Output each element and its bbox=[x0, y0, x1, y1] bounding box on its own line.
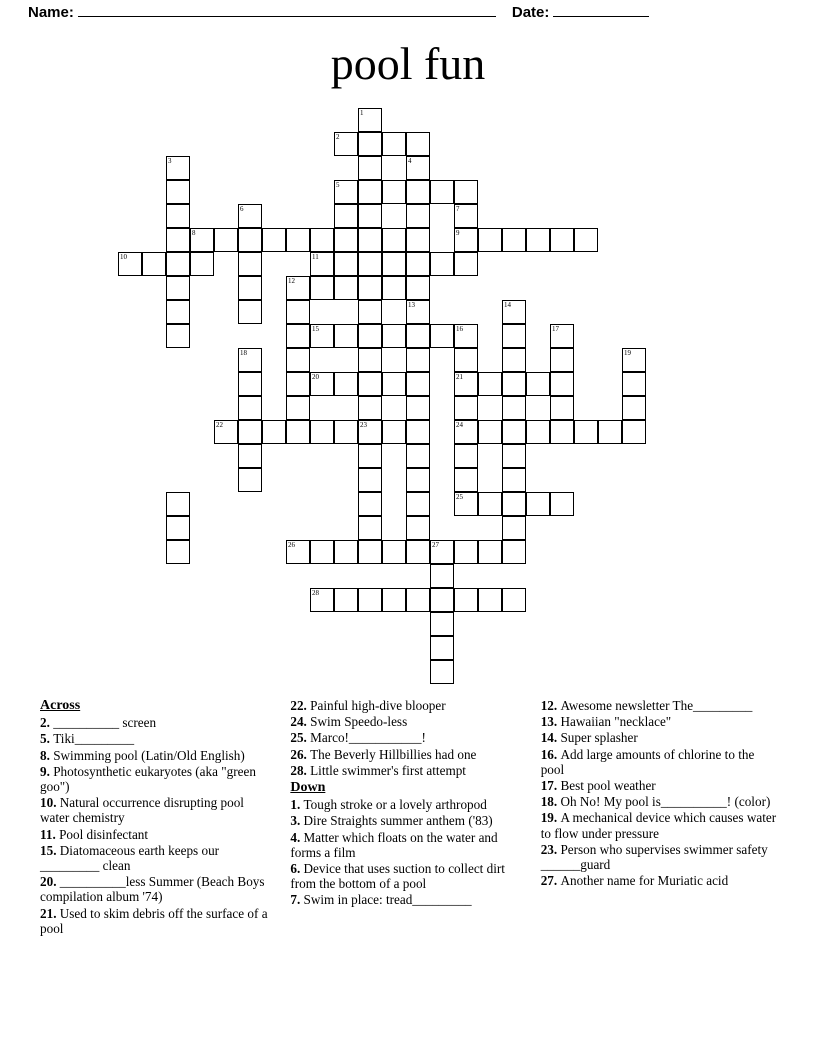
grid-cell[interactable] bbox=[166, 516, 190, 540]
grid-cell[interactable] bbox=[166, 540, 190, 564]
grid-cell-number: 27 bbox=[432, 541, 439, 549]
grid-cell[interactable] bbox=[190, 228, 214, 252]
grid-cell-number: 24 bbox=[456, 421, 463, 429]
grid-cell[interactable] bbox=[382, 132, 406, 156]
clue-number: 7. bbox=[290, 892, 304, 908]
grid-cell[interactable] bbox=[334, 540, 358, 564]
grid-cell[interactable] bbox=[358, 516, 382, 540]
grid-cell[interactable] bbox=[526, 492, 550, 516]
clue-item bbox=[290, 830, 526, 860]
clue-item bbox=[541, 730, 780, 745]
grid-cell[interactable] bbox=[358, 396, 382, 420]
clue-item bbox=[290, 747, 526, 762]
grid-cell-number: 10 bbox=[120, 253, 127, 261]
clue-text: Best pool weather bbox=[560, 778, 656, 794]
grid-cell[interactable] bbox=[358, 180, 382, 204]
clue-number: 17. bbox=[540, 778, 561, 794]
grid-cell[interactable] bbox=[622, 348, 646, 372]
grid-cell[interactable] bbox=[502, 420, 526, 444]
grid-cell[interactable] bbox=[358, 204, 382, 228]
clue-item bbox=[290, 813, 526, 828]
grid-cell-number: 12 bbox=[288, 277, 295, 285]
grid-cell[interactable] bbox=[382, 540, 406, 564]
grid-cell[interactable] bbox=[502, 516, 526, 540]
clue-item bbox=[40, 715, 276, 730]
grid-cell[interactable] bbox=[358, 324, 382, 348]
grid-cell[interactable] bbox=[550, 396, 574, 420]
grid-cell[interactable] bbox=[358, 492, 382, 516]
grid-cell[interactable] bbox=[430, 588, 454, 612]
grid-cell[interactable] bbox=[430, 540, 454, 564]
grid-cell[interactable] bbox=[238, 276, 262, 300]
grid-cell[interactable] bbox=[358, 468, 382, 492]
clue-number: 10. bbox=[40, 795, 60, 811]
grid-cell[interactable] bbox=[334, 228, 358, 252]
grid-cell-number: 16 bbox=[456, 325, 463, 333]
grid-cell[interactable] bbox=[238, 300, 262, 324]
grid-cell[interactable] bbox=[358, 348, 382, 372]
grid-cell[interactable] bbox=[406, 372, 430, 396]
grid-cell[interactable] bbox=[406, 132, 430, 156]
grid-cell[interactable] bbox=[406, 276, 430, 300]
grid-cell[interactable] bbox=[286, 540, 310, 564]
clue-item bbox=[40, 843, 276, 873]
clue-text: Little swimmer's first attempt bbox=[310, 762, 466, 778]
grid-cell[interactable] bbox=[550, 372, 574, 396]
grid-cell[interactable] bbox=[358, 540, 382, 564]
grid-cell-number: 23 bbox=[360, 421, 367, 429]
grid-cell[interactable] bbox=[454, 492, 478, 516]
grid-cell[interactable] bbox=[166, 204, 190, 228]
grid-cell[interactable] bbox=[406, 156, 430, 180]
clue-item bbox=[541, 810, 780, 840]
clue-item bbox=[541, 842, 780, 872]
grid-cell[interactable] bbox=[454, 588, 478, 612]
clue-text: Marco!___________! bbox=[310, 730, 426, 746]
clue-item bbox=[40, 731, 276, 746]
grid-cell[interactable] bbox=[574, 420, 598, 444]
clue-text: Used to skim debris off the surface of a pool bbox=[40, 905, 268, 936]
grid-cell[interactable] bbox=[478, 540, 502, 564]
grid-cell-number: 15 bbox=[312, 325, 319, 333]
clue-text: Swim in place: tread_________ bbox=[303, 892, 472, 908]
grid-cell-number: 3 bbox=[168, 157, 172, 165]
grid-cell[interactable] bbox=[430, 180, 454, 204]
grid-cell[interactable] bbox=[550, 348, 574, 372]
grid-cell[interactable] bbox=[502, 396, 526, 420]
grid-cell[interactable] bbox=[430, 324, 454, 348]
grid-cell[interactable] bbox=[406, 540, 430, 564]
grid-cell[interactable] bbox=[502, 444, 526, 468]
grid-cell[interactable] bbox=[454, 540, 478, 564]
clue-number: 5. bbox=[40, 731, 54, 747]
grid-cell[interactable] bbox=[382, 372, 406, 396]
grid-cell[interactable] bbox=[430, 612, 454, 636]
clue-item bbox=[290, 698, 526, 713]
clue-item bbox=[541, 778, 780, 793]
grid-cell[interactable] bbox=[166, 300, 190, 324]
clue-text: __________less Summer (Beach Boys compilation album '74) bbox=[40, 874, 265, 905]
grid-cell[interactable] bbox=[286, 300, 310, 324]
grid-cell[interactable] bbox=[214, 420, 238, 444]
grid-cell[interactable] bbox=[526, 420, 550, 444]
clue-item bbox=[40, 795, 276, 825]
grid-cell[interactable] bbox=[334, 204, 358, 228]
grid-cell[interactable] bbox=[430, 636, 454, 660]
grid-cell[interactable] bbox=[358, 228, 382, 252]
clue-text: Swim Speedo-less bbox=[310, 714, 408, 730]
clue-text: Awesome newsletter The_________ bbox=[560, 698, 753, 713]
down-heading: Down bbox=[290, 780, 326, 796]
clue-item bbox=[541, 714, 780, 729]
grid-cell[interactable] bbox=[622, 420, 646, 444]
grid-cell[interactable] bbox=[454, 420, 478, 444]
clue-text: Pool disinfectant bbox=[59, 826, 149, 842]
grid-cell[interactable] bbox=[262, 228, 286, 252]
grid-cell-number: 5 bbox=[336, 181, 340, 189]
grid-cell[interactable] bbox=[334, 252, 358, 276]
grid-cell[interactable] bbox=[478, 492, 502, 516]
crossword-grid[interactable] bbox=[0, 108, 816, 698]
clue-number: 3. bbox=[290, 813, 304, 829]
clue-number: 12. bbox=[540, 698, 561, 713]
grid-cell[interactable] bbox=[406, 252, 430, 276]
grid-cell[interactable] bbox=[358, 276, 382, 300]
grid-cell[interactable] bbox=[358, 444, 382, 468]
clue-text: A mechanical device which causes water to flow under pressure bbox=[540, 810, 777, 841]
page-title: pool fun bbox=[330, 38, 486, 89]
grid-cell[interactable] bbox=[430, 252, 454, 276]
clue-number: 2. bbox=[40, 715, 54, 731]
grid-cell[interactable] bbox=[166, 324, 190, 348]
clue-item bbox=[290, 861, 526, 891]
grid-cell[interactable] bbox=[502, 372, 526, 396]
grid-cell[interactable] bbox=[238, 252, 262, 276]
grid-cell-number: 9 bbox=[456, 229, 460, 237]
clue-text: Tough stroke or a lovely arthropod bbox=[303, 797, 487, 813]
clue-text: Swimming pool (Latin/Old English) bbox=[53, 747, 245, 763]
clue-number: 6. bbox=[290, 861, 304, 877]
clue-item bbox=[541, 747, 780, 777]
grid-cell[interactable] bbox=[574, 228, 598, 252]
clue-number: 27. bbox=[540, 873, 561, 889]
grid-cell[interactable] bbox=[166, 276, 190, 300]
clue-text: Person who supervises swimmer safety ______guard bbox=[540, 841, 768, 873]
clue-item bbox=[290, 730, 526, 745]
grid-cell[interactable] bbox=[406, 588, 430, 612]
grid-cell-number: 2 bbox=[336, 133, 340, 141]
clue-item bbox=[290, 763, 526, 778]
grid-cell[interactable] bbox=[406, 348, 430, 372]
grid-cell[interactable] bbox=[310, 540, 334, 564]
grid-cell[interactable] bbox=[358, 588, 382, 612]
grid-cell[interactable] bbox=[622, 396, 646, 420]
grid-cell-number: 18 bbox=[240, 349, 247, 357]
name-input-line[interactable] bbox=[78, 4, 496, 17]
grid-cell-number: 21 bbox=[456, 373, 463, 381]
grid-cell-number: 28 bbox=[312, 589, 319, 597]
student-info-row bbox=[0, 0, 816, 21]
grid-cell-number: 25 bbox=[456, 493, 463, 501]
clue-number: 13. bbox=[540, 714, 561, 730]
grid-cell-number: 17 bbox=[552, 325, 559, 333]
grid-cell[interactable] bbox=[550, 324, 574, 348]
clue-text: Another name for Muriatic acid bbox=[560, 873, 729, 889]
clues-area bbox=[40, 698, 780, 937]
grid-cell[interactable] bbox=[358, 156, 382, 180]
grid-cell[interactable] bbox=[550, 228, 574, 252]
grid-cell[interactable] bbox=[382, 420, 406, 444]
clue-number: 26. bbox=[290, 746, 311, 762]
clue-text: Tiki_________ bbox=[53, 731, 135, 747]
clue-item bbox=[40, 764, 276, 794]
grid-cell[interactable] bbox=[334, 132, 358, 156]
clue-item bbox=[40, 874, 276, 904]
grid-cell[interactable] bbox=[454, 396, 478, 420]
clue-number: 4. bbox=[290, 829, 304, 845]
grid-cell[interactable] bbox=[310, 420, 334, 444]
grid-cell[interactable] bbox=[406, 228, 430, 252]
grid-cell[interactable] bbox=[286, 324, 310, 348]
clue-number: 22. bbox=[290, 698, 311, 713]
clue-text: Add large amounts of chlorine to the pool bbox=[540, 746, 755, 777]
grid-cell[interactable] bbox=[454, 324, 478, 348]
grid-cell[interactable] bbox=[550, 420, 574, 444]
grid-cell-number: 6 bbox=[240, 205, 244, 213]
grid-cell[interactable] bbox=[382, 180, 406, 204]
grid-cell[interactable] bbox=[430, 564, 454, 588]
clue-item bbox=[40, 906, 276, 936]
clue-item bbox=[541, 794, 780, 809]
clue-number: 24. bbox=[290, 714, 311, 730]
grid-cell[interactable] bbox=[310, 372, 334, 396]
grid-cell[interactable] bbox=[382, 252, 406, 276]
clue-text: Matter which floats on the water and forms a film bbox=[290, 829, 498, 860]
clue-number: 11. bbox=[40, 826, 60, 842]
clue-number: 21. bbox=[40, 905, 60, 921]
name-label: Name: bbox=[28, 4, 74, 21]
clue-number: 25. bbox=[290, 730, 311, 746]
clue-number: 15. bbox=[40, 842, 60, 858]
grid-cell[interactable] bbox=[502, 300, 526, 324]
grid-cell[interactable] bbox=[502, 492, 526, 516]
grid-cell[interactable] bbox=[454, 468, 478, 492]
grid-cell-number: 13 bbox=[408, 301, 415, 309]
grid-cell[interactable] bbox=[622, 372, 646, 396]
clue-text: Photosynthetic eukaryotes (aka "green goo") bbox=[40, 763, 256, 795]
grid-cell[interactable] bbox=[166, 252, 190, 276]
grid-cell[interactable] bbox=[286, 276, 310, 300]
grid-cell-number: 11 bbox=[312, 253, 319, 261]
clue-number: 14. bbox=[540, 730, 561, 746]
grid-cell[interactable] bbox=[334, 372, 358, 396]
grid-cell[interactable] bbox=[310, 588, 334, 612]
grid-cell-number: 7 bbox=[456, 205, 460, 213]
grid-cell[interactable] bbox=[166, 156, 190, 180]
grid-cell[interactable] bbox=[502, 228, 526, 252]
clue-number: 16. bbox=[540, 746, 561, 762]
grid-cell[interactable] bbox=[286, 228, 310, 252]
grid-cell-number: 20 bbox=[312, 373, 319, 381]
clue-item bbox=[290, 714, 526, 729]
grid-cell[interactable] bbox=[166, 228, 190, 252]
clue-text: Diatomaceous earth keeps our _________ clean bbox=[40, 842, 220, 874]
grid-cell[interactable] bbox=[142, 252, 166, 276]
grid-cell[interactable] bbox=[310, 252, 334, 276]
grid-cell[interactable] bbox=[406, 444, 430, 468]
grid-cell[interactable] bbox=[382, 324, 406, 348]
grid-cell[interactable] bbox=[310, 228, 334, 252]
clue-item bbox=[541, 698, 780, 713]
grid-cell-number: 4 bbox=[408, 157, 412, 165]
clue-item bbox=[40, 827, 276, 842]
grid-cell[interactable] bbox=[502, 324, 526, 348]
grid-cell[interactable] bbox=[238, 468, 262, 492]
clue-item bbox=[290, 797, 526, 812]
grid-cell[interactable] bbox=[286, 372, 310, 396]
grid-cell[interactable] bbox=[478, 420, 502, 444]
clue-item bbox=[40, 748, 276, 763]
grid-cell[interactable] bbox=[166, 492, 190, 516]
clue-text: Super splasher bbox=[560, 730, 638, 746]
grid-cell[interactable] bbox=[430, 660, 454, 684]
grid-cell[interactable] bbox=[502, 468, 526, 492]
grid-cell[interactable] bbox=[334, 180, 358, 204]
grid-cell[interactable] bbox=[526, 372, 550, 396]
grid-cell[interactable] bbox=[286, 420, 310, 444]
grid-cell[interactable] bbox=[334, 588, 358, 612]
grid-cell[interactable] bbox=[286, 396, 310, 420]
date-label: Date: bbox=[511, 4, 550, 21]
grid-cell[interactable] bbox=[238, 348, 262, 372]
grid-cell[interactable] bbox=[334, 276, 358, 300]
grid-cell[interactable] bbox=[214, 228, 238, 252]
grid-cell[interactable] bbox=[310, 276, 334, 300]
grid-cell[interactable] bbox=[406, 204, 430, 228]
grid-cell-number: 26 bbox=[288, 541, 295, 549]
grid-cell[interactable] bbox=[478, 588, 502, 612]
grid-cell[interactable] bbox=[262, 420, 286, 444]
clue-text: Painful high-dive blooper bbox=[310, 698, 446, 713]
grid-cell[interactable] bbox=[238, 204, 262, 228]
grid-cell[interactable] bbox=[118, 252, 142, 276]
grid-cell[interactable] bbox=[406, 468, 430, 492]
grid-cell[interactable] bbox=[454, 180, 478, 204]
grid-cell[interactable] bbox=[502, 348, 526, 372]
grid-cell[interactable] bbox=[406, 516, 430, 540]
grid-cell-number: 1 bbox=[360, 109, 364, 117]
grid-cell[interactable] bbox=[478, 372, 502, 396]
grid-cell[interactable] bbox=[502, 588, 526, 612]
grid-cell[interactable] bbox=[406, 180, 430, 204]
clue-text: Dire Straights summer anthem ('83) bbox=[303, 813, 493, 829]
grid-cell[interactable] bbox=[406, 420, 430, 444]
grid-cell[interactable] bbox=[406, 324, 430, 348]
grid-cell[interactable] bbox=[454, 372, 478, 396]
grid-cell[interactable] bbox=[454, 252, 478, 276]
grid-cell[interactable] bbox=[238, 420, 262, 444]
grid-cell[interactable] bbox=[358, 108, 382, 132]
grid-cell[interactable] bbox=[310, 324, 334, 348]
grid-cell[interactable] bbox=[238, 372, 262, 396]
grid-cell[interactable] bbox=[358, 252, 382, 276]
grid-cell[interactable] bbox=[358, 132, 382, 156]
clue-text: Device that uses suction to collect dirt from the bottom of a pool bbox=[290, 861, 505, 892]
grid-cell[interactable] bbox=[454, 228, 478, 252]
down-clue-list-part1 bbox=[290, 797, 526, 907]
grid-cell[interactable] bbox=[382, 228, 406, 252]
date-input-line[interactable] bbox=[553, 4, 649, 17]
grid-cell[interactable] bbox=[454, 444, 478, 468]
grid-cell[interactable] bbox=[334, 420, 358, 444]
clue-column-1 bbox=[40, 698, 276, 937]
grid-cell[interactable] bbox=[406, 300, 430, 324]
grid-cell[interactable] bbox=[478, 228, 502, 252]
clue-item bbox=[541, 873, 780, 888]
grid-cell-number: 8 bbox=[192, 229, 196, 237]
clue-number: 8. bbox=[40, 747, 54, 763]
grid-cell[interactable] bbox=[406, 492, 430, 516]
across-clue-list-part2 bbox=[290, 698, 526, 778]
across-heading: Across bbox=[40, 698, 81, 713]
grid-cell[interactable] bbox=[358, 420, 382, 444]
grid-cell[interactable] bbox=[358, 372, 382, 396]
clue-text: __________ screen bbox=[53, 715, 157, 731]
clue-number: 19. bbox=[540, 810, 561, 826]
grid-cell[interactable] bbox=[406, 396, 430, 420]
clue-text: Natural occurrence disrupting pool water chemistry bbox=[40, 795, 244, 826]
grid-cell[interactable] bbox=[358, 300, 382, 324]
clue-number: 9. bbox=[40, 763, 54, 779]
down-clue-list-part2 bbox=[541, 698, 780, 888]
clue-text: The Beverly Hillbillies had one bbox=[310, 746, 477, 762]
grid-cell-number: 14 bbox=[504, 301, 511, 309]
clue-number: 20. bbox=[40, 874, 60, 890]
grid-cell[interactable] bbox=[454, 348, 478, 372]
grid-cell[interactable] bbox=[382, 588, 406, 612]
across-clue-list-part1 bbox=[40, 715, 276, 936]
grid-cell[interactable] bbox=[502, 540, 526, 564]
grid-cell[interactable] bbox=[286, 348, 310, 372]
clue-column-2 bbox=[290, 698, 526, 937]
grid-cell[interactable] bbox=[190, 252, 214, 276]
grid-cell[interactable] bbox=[238, 444, 262, 468]
grid-cell[interactable] bbox=[526, 228, 550, 252]
grid-cell[interactable] bbox=[454, 204, 478, 228]
clue-column-3 bbox=[541, 698, 780, 937]
grid-cell[interactable] bbox=[238, 228, 262, 252]
grid-cell[interactable] bbox=[334, 324, 358, 348]
grid-cell-number: 19 bbox=[624, 349, 631, 357]
clue-number: 18. bbox=[540, 794, 561, 810]
clue-item bbox=[290, 892, 526, 907]
grid-cell[interactable] bbox=[238, 396, 262, 420]
clue-text: Hawaiian "necklace" bbox=[560, 714, 672, 730]
clue-number: 28. bbox=[290, 762, 311, 778]
grid-cell-number: 22 bbox=[216, 421, 223, 429]
grid-cell[interactable] bbox=[550, 492, 574, 516]
grid-cell[interactable] bbox=[166, 180, 190, 204]
grid-cell[interactable] bbox=[598, 420, 622, 444]
grid-cell[interactable] bbox=[382, 276, 406, 300]
clue-number: 1. bbox=[290, 797, 304, 813]
clue-number: 23. bbox=[540, 841, 561, 857]
clue-text: Oh No! My pool is__________! (color) bbox=[560, 794, 771, 810]
